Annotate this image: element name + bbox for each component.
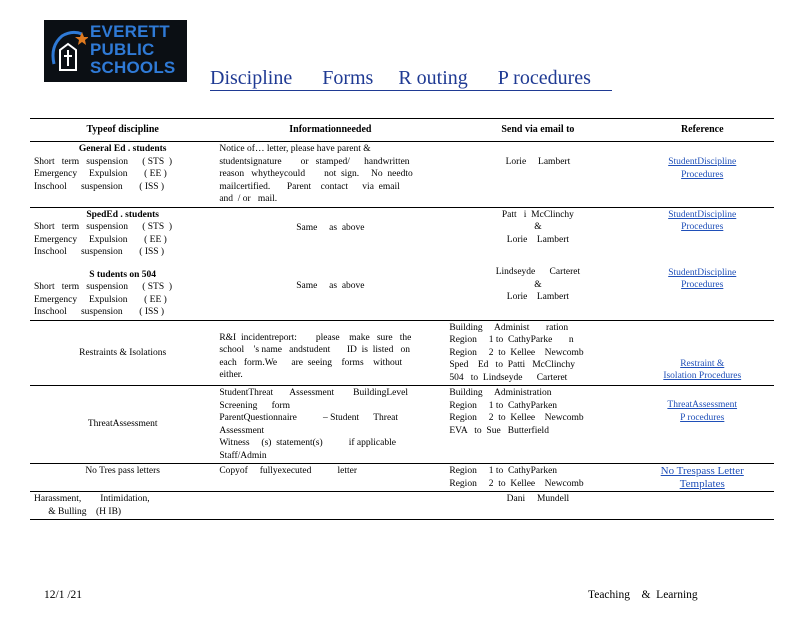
recipient-cell [445,464,630,492]
information-cell [215,320,445,386]
footer-department: Teaching & Learning [588,589,698,601]
text-line: Emergency Expulsion ( EE ) [34,234,167,245]
table-row [30,492,774,520]
text-line: 504 to Lindseyde Carteret [449,372,568,383]
text-line: & [534,222,542,232]
text-line: Region 2 to Kellee Newcomb [449,347,584,358]
text-line: Short term suspension ( STS ) [34,222,173,232]
reference-link[interactable]: No Trespass Letter [660,465,744,477]
text-line: StudentThreat Assessment BuildingLevel [219,388,408,398]
text-line: Short term suspension ( STS ) [34,282,173,292]
reference-cell [630,492,774,520]
discipline-type-cell [30,492,215,520]
column-header: Typeof discipline [30,119,215,142]
information-cell [215,207,445,320]
text-line: R&I incidentreport: please make sure the [219,332,412,343]
text-line: Screening form [219,400,291,411]
text-line: Harassment, Intimidation, [34,494,150,504]
discipline-type-cell [30,207,215,320]
reference-cell[interactable] [630,320,774,386]
text-line: Region 2 to Kellee Newcomb [449,478,584,489]
recipient-cell [445,492,630,520]
table-row [30,464,774,492]
discipline-type-cell: ThreatAssessment [30,386,215,464]
text-line: & [534,279,542,290]
information-cell [215,386,445,464]
reference-link[interactable]: ThreatAssessment [667,400,738,410]
text-line: Emergency Expulsion ( EE ) [34,294,167,305]
text-line: Lindseyde Carteret [495,267,581,277]
text-line: Lorie Lambert [505,157,571,167]
discipline-type-cell [30,142,215,208]
text-line: Inschool suspension ( ISS ) [34,181,165,192]
recipient-cell [445,386,630,464]
group-heading: SpedEd . students [86,209,159,220]
column-header: Reference [630,119,774,142]
logo-text-line: SCHOOLS [90,58,176,77]
text-line: Assessment [219,425,265,436]
reference-link[interactable]: StudentDiscipline [668,267,737,278]
column-header: Informationneeded [215,119,445,142]
text-line: school 's name andstudent ID is listed on [219,345,410,355]
text-line: Region 2 to Kellee Newcomb [449,413,584,423]
text-line: and / or mail. [219,194,278,204]
information-cell [215,464,445,492]
reference-link[interactable]: Restraint & [680,358,725,369]
school-building-icon [48,26,88,76]
page-title: Discipline Forms R outing P rocedures [210,66,612,91]
procedures-table [30,118,774,520]
table-row [30,207,774,320]
table-row [30,320,774,386]
text-line: Dani Mundell [506,494,570,504]
text-line: Emergency Expulsion ( EE ) [34,169,167,179]
reference-link[interactable]: Procedures [681,280,724,290]
text-line: Same as above [296,281,365,291]
text-line: reason whytheycould not sign. No needto [219,169,413,179]
information-cell [215,142,445,208]
text-line: Building Administration [449,388,552,398]
reference-link[interactable]: Procedures [681,222,724,232]
text-line: Region 1 to CathyParke n [449,335,574,345]
table-header-row [30,119,774,142]
footer-date: 12/1 /21 [44,589,83,601]
district-logo [44,20,187,82]
text-line: Lorie Lambert [506,234,570,245]
text-line: Witness (s) statement(s) if applicable [219,438,396,448]
table-row [30,386,774,464]
reference-link[interactable]: StudentDiscipline [668,209,737,220]
text-line: Staff/Admin [219,450,267,461]
text-line: & Bulling (H IB) [34,506,122,517]
recipient-cell [445,207,630,320]
reference-link[interactable]: Procedures [681,169,724,180]
text-line: Building Administ ration [449,322,569,333]
text-line: Region 1 to CathyParken [449,400,558,411]
group-heading: General Ed . students [78,144,167,154]
logo-text-line: EVERETT [90,22,170,41]
discipline-type-cell: No Tres pass letters [30,464,215,492]
column-header: Send via email to [445,119,630,142]
text-line: studentsignature or stamped/ handwritten [219,156,410,167]
logo-text-line: PUBLIC [90,40,155,59]
recipient-cell [445,320,630,386]
recipient-cell [445,142,630,208]
text-line: Sped Ed to Patti McClinchy [449,360,575,370]
text-line: EVA to Sue Butterfield [449,425,549,436]
discipline-type-cell: Restraints & Isolations [30,320,215,386]
reference-link[interactable]: P rocedures [680,412,725,423]
text-line: Same as above [296,222,365,233]
reference-link[interactable]: Templates [679,477,725,490]
text-line: Region 1 to CathyParken [449,466,558,476]
text-line: mailcertified. Parent contact via email [219,181,400,192]
reference-cell[interactable] [630,207,774,320]
group-heading: S tudents on 504 [89,269,157,280]
text-line: Lorie Lambert [506,292,570,302]
table-row [30,142,774,208]
information-cell [215,492,445,520]
text-line: Inschool suspension ( ISS ) [34,307,165,317]
text-line: Inschool suspension ( ISS ) [34,247,165,257]
text-line: Notice of… letter, please have parent & [219,144,371,154]
text-line: Patt i McClinchy [501,209,574,220]
reference-link[interactable]: StudentDiscipline [668,157,737,167]
reference-link[interactable]: Isolation Procedures [663,371,742,381]
reference-cell[interactable] [630,386,774,464]
text-line: Copyof fullyexecuted letter [219,466,358,476]
text-line: either. [219,370,243,380]
text-line: ParentQuestionnaire – Student Threat [219,413,399,423]
text-line: Short term suspension ( STS ) [34,156,173,167]
reference-cell[interactable] [630,464,774,492]
reference-cell[interactable] [630,142,774,208]
text-line: each form.We are seeing forms without [219,357,403,368]
